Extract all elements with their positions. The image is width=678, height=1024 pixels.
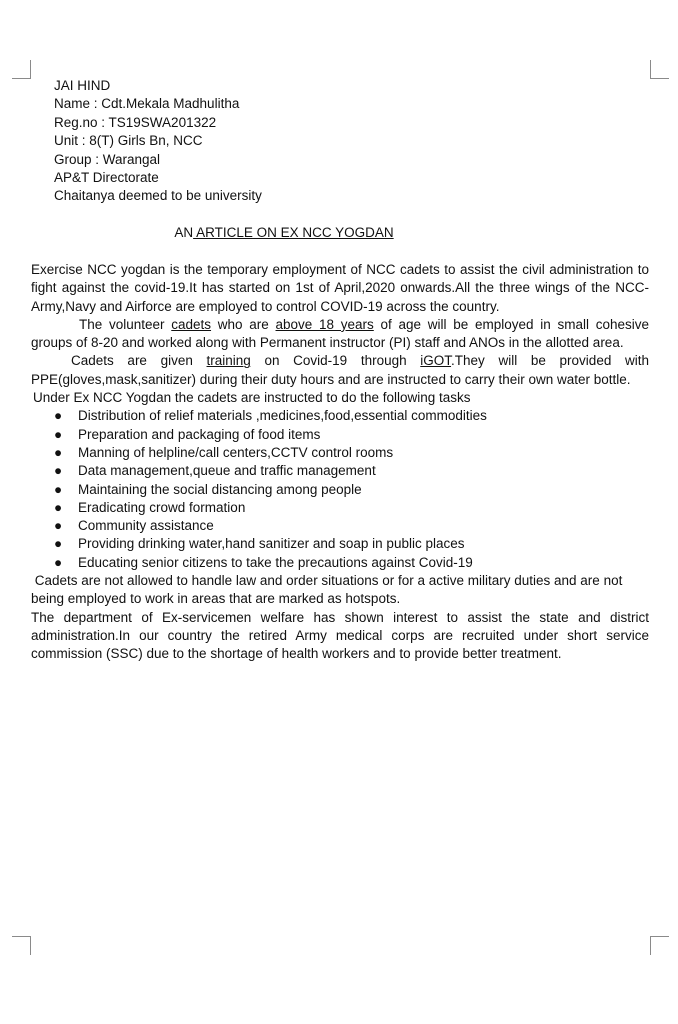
- tasks-list: [31, 407, 649, 572]
- para3-text-1: Cadets are given: [71, 353, 207, 369]
- bullet-icon: ●: [54, 408, 63, 424]
- title-prefix: AN: [174, 225, 194, 240]
- restrictions-line-1: Cadets are not allowed to handle law and order situations or for a active military duties and are not: [31, 573, 623, 589]
- list-item: [31, 444, 649, 462]
- bullet-icon: ●: [54, 554, 63, 570]
- para2-underline-age: above 18 years: [275, 316, 374, 332]
- bullet-icon: ●: [54, 499, 63, 515]
- university: Chaitanya deemed to be university: [54, 188, 262, 204]
- paragraph-restrictions: [31, 572, 649, 609]
- task-text: Distribution of relief materials ,medicines,food,essential commodities: [78, 408, 487, 424]
- group: Group : Warangal: [54, 151, 161, 167]
- para3-underline-igot: iGOT: [420, 353, 452, 369]
- bullet-icon: ●: [54, 426, 63, 442]
- unit: Unit : 8(T) Girls Bn, NCC: [54, 133, 203, 149]
- list-item: [31, 426, 649, 444]
- para2-text-2: who are: [211, 316, 276, 332]
- list-item: [31, 407, 649, 425]
- task-text: Educating senior citizens to take the precautions against Covid-19: [78, 554, 473, 570]
- paragraph-training: [31, 352, 649, 389]
- paragraph-ex-servicemen: The department of Ex-servicemen welfare has shown interest to assist the state and district administration.In our country the retired Army medical corps are recruited under short service commission (SSC) due to the shortage of health workers and to provide better treatment.: [31, 609, 649, 662]
- para3-text-3: .They will be provided with PPE(gloves,mask,sanitizer) during their duty hours and are instructed to carry their own water bottle.: [31, 353, 649, 387]
- list-item: [31, 554, 649, 572]
- task-text: Data management,queue and traffic management: [78, 463, 376, 479]
- author-header: [54, 77, 262, 206]
- directorate: AP&T Directorate: [54, 170, 159, 186]
- list-item: [31, 462, 649, 480]
- restrictions-line-2: being employed to work in areas that are marked as hotspots.: [31, 591, 401, 607]
- para2-text-3: of age will be employed in small cohesive groups of 8-20 and worked along with Permanent instructor (PI) staff and ANOs in the allotted area.: [31, 316, 650, 351]
- crop-mark-bottom-right: [650, 936, 669, 955]
- registration-number: Reg.no : TS19SWA201322: [54, 114, 217, 130]
- list-item: [31, 535, 649, 553]
- bullet-icon: ●: [54, 444, 63, 460]
- bullet-icon: ●: [54, 536, 63, 552]
- crop-mark-top-left: [12, 60, 31, 79]
- bullet-icon: ●: [54, 518, 63, 534]
- para2-underline-cadets: cadets: [171, 316, 212, 332]
- paragraph-intro: Exercise NCC yogdan is the temporary employment of NCC cadets to assist the civil administration to fight against the covid-19.It has started on 1st of April,2020 onwards.All the three wings of the NCC-Army,Navy and Airforce are employed to control COVID-19 across the country.: [31, 262, 649, 314]
- paragraph-volunteers: [31, 316, 649, 353]
- tasks-intro: Under Ex NCC Yogdan the cadets are instructed to do the following tasks: [33, 390, 471, 406]
- bullet-icon: ●: [54, 481, 63, 497]
- list-item: [31, 481, 649, 499]
- bullet-icon: ●: [54, 463, 63, 479]
- salutation: JAI HIND: [54, 78, 111, 93]
- task-text: Manning of helpline/call centers,CCTV control rooms: [78, 444, 394, 460]
- task-text: Community assistance: [78, 518, 214, 534]
- task-text: Maintaining the social distancing among people: [78, 481, 362, 497]
- para3-underline-training: training: [206, 353, 251, 369]
- list-item: [31, 499, 649, 517]
- para2-text-1: The volunteer: [79, 316, 172, 332]
- article-body: [31, 261, 649, 664]
- crop-mark-bottom-left: [12, 936, 31, 955]
- title-underlined: ARTICLE ON EX NCC YOGDAN: [193, 225, 394, 240]
- crop-mark-top-right: [650, 60, 669, 79]
- task-text: Preparation and packaging of food items: [78, 426, 321, 442]
- para3-text-2: on Covid-19 through: [250, 353, 421, 369]
- author-name: Name : Cdt.Mekala Madhulitha: [54, 96, 240, 112]
- task-text: Providing drinking water,hand sanitizer and soap in public places: [78, 536, 465, 552]
- list-item: [31, 517, 649, 535]
- task-text: Eradicating crowd formation: [78, 499, 246, 515]
- article-title: [0, 224, 568, 242]
